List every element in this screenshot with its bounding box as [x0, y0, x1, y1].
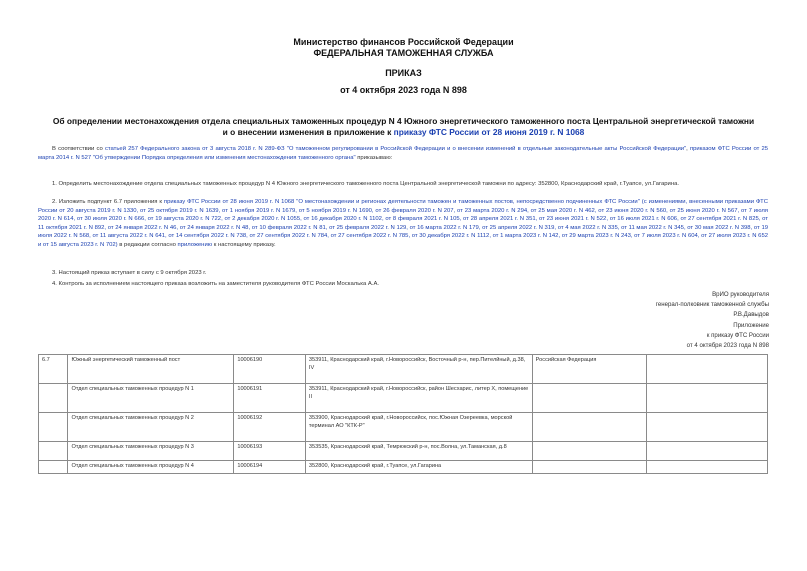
cell-name: Отдел специальных таможенных процедур N 1	[68, 384, 234, 413]
ministry-heading: Министерство финансов Российской Федерации	[293, 37, 514, 47]
cell-code: 10006191	[234, 384, 306, 413]
cell-code: 10006190	[234, 355, 306, 384]
signature-block	[469, 290, 769, 351]
document-title	[50, 116, 757, 137]
appendix-date: от 4 октября 2023 года N 898	[686, 342, 769, 350]
cell-address: 352800, Краснодарский край, г.Туапсе, ул.Гагарина	[305, 461, 532, 474]
cell-extra	[646, 355, 767, 384]
cell-region	[532, 413, 646, 442]
item-2-text-b: в редакции согласно	[117, 241, 178, 248]
cell-address: 353900, Краснодарский край, г.Новороссийск, пос.Южная Озереевка, морской терминал АО "КТК-Р"	[305, 413, 532, 442]
item-4: 4. Контроль за исполнением настоящего приказа возложить на заместителя руководителя ФТС России Москалька А.А.	[52, 281, 380, 287]
cell-address: 353535, Краснодарский край, Темрюкский р-н, пос.Волна, ул.Таманская, д.8	[305, 442, 532, 461]
cell-num	[39, 413, 68, 442]
cell-extra	[646, 442, 767, 461]
cell-num	[39, 442, 68, 461]
cell-extra	[646, 384, 767, 413]
cell-extra	[646, 413, 767, 442]
signer-role: ВрИО руководителя	[712, 291, 769, 298]
preamble-text-1: В соответствии со	[52, 146, 105, 152]
cell-name: Отдел специальных таможенных процедур N 4	[68, 461, 234, 474]
appendix-link[interactable]: приложению	[177, 241, 213, 248]
signer-name: Р.В.Давыдов	[733, 311, 769, 319]
cell-code: 10006194	[234, 461, 306, 474]
doc-type-heading: ПРИКАЗ	[385, 68, 422, 78]
table-row	[39, 413, 768, 442]
preamble-paragraph	[38, 145, 768, 162]
cell-code: 10006193	[234, 442, 306, 461]
cell-address: 353911, Краснодарский край, г.Новороссийск, Восточный р-н, пер.Пителйный, д.38, IV	[305, 355, 532, 384]
item-3: 3. Настоящий приказ вступает в силу с 9 октября 2023 г.	[52, 270, 207, 276]
cell-region	[532, 442, 646, 461]
cell-code: 10006192	[234, 413, 306, 442]
appendix-label: Приложение	[733, 321, 769, 329]
service-heading: ФЕДЕРАЛЬНАЯ ТАМОЖЕННАЯ СЛУЖБА	[313, 48, 494, 58]
cell-num	[39, 461, 68, 474]
table-row	[39, 461, 768, 474]
appendix-to: к приказу ФТС России	[706, 331, 769, 339]
cell-name: Южный энергетический таможенный пост	[68, 355, 234, 384]
doc-date-number: от 4 октября 2023 года N 898	[340, 85, 467, 95]
order-1068-link[interactable]: приказу ФТС России от 28 июня 2019 г. N 1068 "О местонахождении и регионах деятельности таможен и таможенных постов, непосредственно подчиненных ФТС России" (с изменениями, внесенными приказами ФТС России от 20 августа 2019 г. N 1330, от 25 октября 2019 г. N 1639, от 1 ноября 2019 г. N 1679, от 5 ноября 2019 г. N 1690, от 26 февраля 2020 г. N 207, от 23 марта 2020 г. N 294, от 25 мая 2020 г. N 462, от 23 июня 2020 г. N 560, от 25 июня 2020 г. N 567, от 7 июля 2020 г. N 614, от 30 июля 2020 г. N 666, от 19 августа 2020 г. N 722, от 2 декабря 2020 г. N 1055, от 16 декабря 2020 г. N 1102, от 8 февраля 2021 г. N 105, от 28 апреля 2021 г. N 351, от 23 июня 2021 г. N 522, от 16 июля 2021 г. N 606, от 27 сентября 2021 г. N 825, от 11 октября 2021 г. N 892, от 24 января 2022 г. N 46, от 24 января 2022 г. N 48, от 10 февраля 2022 г. N 81, от 25 февраля 2022 г. N 129, от 16 марта 2022 г. N 179, от 25 апреля 2022 г. N 319, от 4 мая 2022 г. N 335, от 11 мая 2022 г. N 345, от 30 мая 2022 г. N 398, от 19 июля 2022 г. N 568, от 11 августа 2022 г. N 641, от 14 сентября 2022 г. N 738, от 27 сентября 2022 г. N 784, от 27 сентября 2022 г. N 785, от 30 декабря 2022 г. N 1112, от 1 марта 2023 г. N 142, от 29 марта 2023 г. N 243, от 7 июля 2023 г. N 604, от 27 июля 2023 г. N 652 и от 15 августа 2023 г. N 702)	[38, 199, 768, 248]
item-2-text-c: к настоящему приказу.	[212, 241, 276, 248]
item-1: 1. Определить местонахождение отдела специальных таможенных процедур N 4 Южного энергетического таможенного поста Центральной энергетической таможни по адресу: 352800, Краснодарский край, г.Туапсе, ул.Гагарина.	[52, 181, 679, 187]
preamble-text-3: приказываю:	[355, 154, 393, 161]
cell-name: Отдел специальных таможенных процедур N 3	[68, 442, 234, 461]
appendix-table	[38, 354, 768, 474]
cell-name: Отдел специальных таможенных процедур N 2	[68, 413, 234, 442]
cell-region: Российская Федерация	[532, 355, 646, 384]
cell-extra	[646, 461, 767, 474]
cell-region	[532, 384, 646, 413]
title-order-link[interactable]: приказу ФТС России от 28 июня 2019 г. N 1068	[393, 126, 585, 137]
signer-rank: генерал-полковник таможенной службы	[655, 301, 769, 309]
cell-address: 353911, Краснодарский край, г.Новороссийск, район Шесхарис, литер Х, помещение II	[305, 384, 532, 413]
cell-num: 6.7	[39, 355, 68, 384]
order-527-link[interactable]: приказом ФТС России от 25 марта 2014 г. N 527 "Об утверждении Порядка определения или изменения местонахождения таможенного органа"	[38, 146, 768, 161]
cell-region	[532, 461, 646, 474]
table-row	[39, 442, 768, 461]
title-text: Об определении местонахождения отдела специальных таможенных процедур N 4 Южного энергетического таможенного поста Центральной энергетической таможни и о внесении изменения в приложение к	[52, 116, 755, 137]
item-2	[38, 198, 768, 250]
item-2-text-a: 2. Изложить подпункт 6.7 приложения к	[52, 199, 164, 205]
preamble-text-2: ,	[686, 146, 690, 152]
table-row	[39, 355, 768, 384]
table-row	[39, 384, 768, 413]
federal-law-link[interactable]: статьей 257 Федерального закона от 3 августа 2018 г. N 289-ФЗ "О таможенном регулировании в Российской Федерации и о внесении изменений в отдельные законодательные акты Российской Федерации"	[104, 146, 687, 152]
cell-num	[39, 384, 68, 413]
